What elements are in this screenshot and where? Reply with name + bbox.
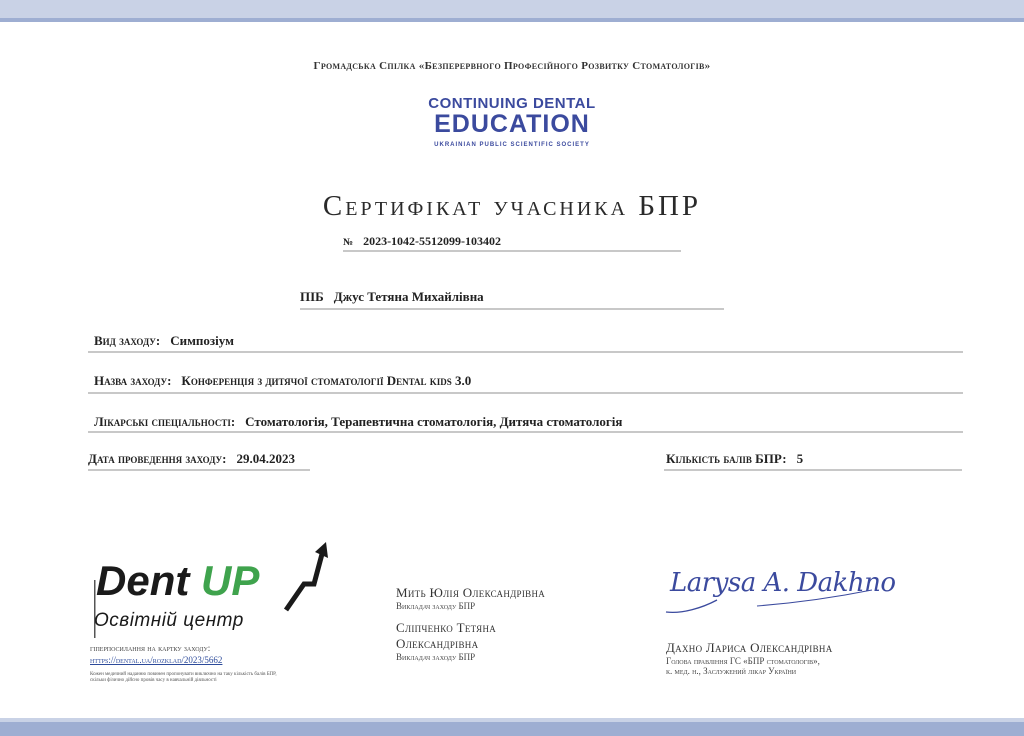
dentup-wordmark [96, 557, 260, 604]
logo-line2: EDUCATION [434, 110, 590, 138]
name-field [300, 289, 484, 305]
certificate-number [343, 234, 501, 249]
head-name: Дахно Лариса Олександрівна [666, 640, 833, 655]
link-label: гіперпосилання на картку заходу: [90, 643, 211, 653]
event-type-field [94, 333, 234, 349]
lecturer1-role: Викладач заходу БПР [396, 601, 476, 611]
event-type-value: Симпозіум [170, 333, 234, 348]
event-name-label: Назва заходу: [94, 373, 172, 388]
event-name-underline [88, 392, 963, 394]
specialties-field [94, 414, 622, 430]
points-underline [664, 469, 962, 471]
number-underline [343, 250, 681, 252]
disclaimer-note: Кожен медичний наданню повинен пропонувати виключно на таку кількість балів БПР, скільки фізично дійсно провів часу в навчальній діяльності [90, 672, 277, 683]
date-field [88, 451, 295, 467]
event-type-label: Вид заходу: [94, 333, 161, 348]
cde-logo [0, 96, 1024, 148]
name-value: Джус Тетяна Михайлівна [333, 289, 484, 304]
lecturer1-name: Мить Юлія Олександрівна [396, 585, 546, 600]
number-value: 2023-1042-5512099-103402 [363, 234, 502, 248]
lecturer2-name: Сліпченко Тетяна Олександрівна [396, 620, 497, 651]
organization-name: Громадська Спілка «Безперервного Професійного Розвитку Стоматологів» [313, 60, 711, 72]
head-signature [662, 560, 902, 620]
date-label: Дата проведення заходу: [88, 451, 227, 466]
event-name-field [94, 373, 471, 389]
specialties-value: Стоматологія, Терапевтична стоматологія, Дитяча стоматологія [245, 414, 623, 429]
date-underline [88, 469, 310, 471]
dentup-word1: Dent [96, 557, 190, 604]
name-label: ПІБ [300, 289, 324, 304]
dentup-logo [90, 540, 340, 640]
date-value: 29.04.2023 [236, 451, 295, 466]
bottom-border-band [0, 718, 1024, 736]
signature-text: Larysa A. Dakhno [670, 568, 896, 598]
specialties-label: Лікарські спеціальності: [94, 414, 236, 429]
points-field [666, 451, 803, 467]
event-link[interactable]: https://dental.ua/rozklad/2023/5662 [90, 655, 223, 665]
logo-line3: UKRAINIAN PUBLIC SCIENTIFIC SOCIETY [434, 142, 590, 148]
number-label: № [343, 237, 354, 248]
head-role1: Голова правління ГС «БПР стоматологів», [666, 656, 820, 666]
top-border-band [0, 0, 1024, 22]
head-role2: к. мед. н., Заслужений лікар України [666, 666, 797, 676]
dentup-subtitle: Освітній центр [94, 610, 244, 631]
points-value: 5 [796, 451, 804, 466]
lecturer2-role: Викладач заходу БПР [396, 652, 476, 662]
head-block [666, 640, 926, 676]
specialties-underline [88, 431, 963, 433]
event-name-value: Конференція з дитячої стоматології Dental kids 3.0 [181, 373, 472, 388]
lecturers-block [396, 585, 616, 662]
name-underline [300, 308, 724, 310]
dentup-word2: UP [201, 557, 260, 604]
points-label: Кількість балів БПР: [666, 451, 787, 466]
event-type-underline [88, 351, 963, 353]
certificate-title: Сертифікат учасника БПР [322, 190, 702, 222]
logo-line1: CONTINUING DENTAL [428, 95, 596, 112]
